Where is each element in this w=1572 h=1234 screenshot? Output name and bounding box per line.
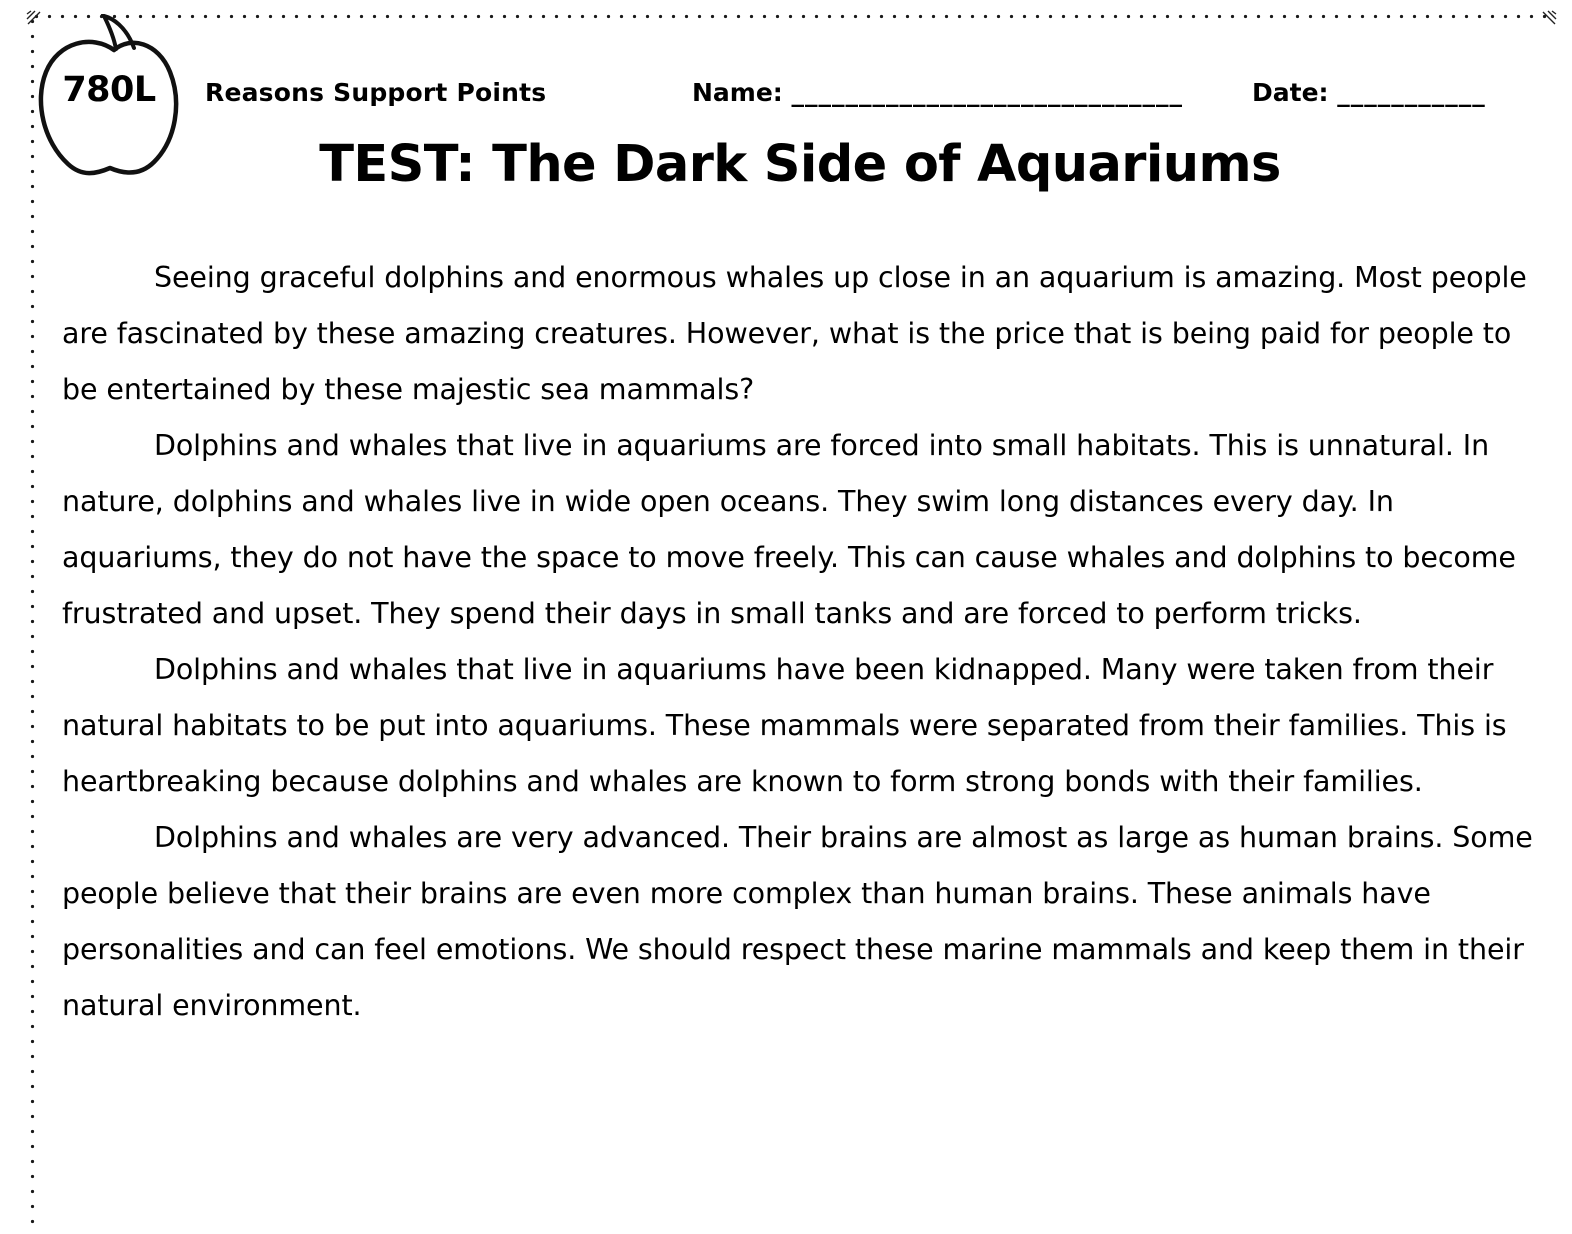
passage-paragraph: Seeing graceful dolphins and enormous whales up close in an aquarium is amazing. Most people are fascinated by these amazing creatures. However, what is the price that is being paid for people to be entertained by these majestic sea mammals? (62, 261, 1527, 406)
name-field[interactable] (692, 78, 1183, 107)
name-field-rule: _____________________________ (791, 78, 1184, 107)
worksheet-header (205, 78, 1535, 120)
date-field[interactable] (1252, 78, 1486, 107)
passage-paragraph: Dolphins and whales are very advanced. Their brains are almost as large as human brains. Some people believe that their brains are even more complex than human brains. These animals have personalities and can feel emotions. We should respect these marine mammals and keep them in their natural environment. (62, 821, 1533, 1022)
passage-paragraph: Dolphins and whales that live in aquariums have been kidnapped. Many were taken from their natural habitats to be put into aquariums. These mammals were separated from their families. This is heartbreaking because dolphins and whales are known to form strong bonds with their families. (62, 653, 1507, 798)
passage-paragraph: Dolphins and whales that live in aquariums are forced into small habitats. This is unnatural. In nature, dolphins and whales live in wide open oceans. They swim long distances every day. In aquariums, they do not have the space to move freely. This can cause whales and dolphins to become frustrated and upset. They spend their days in small tanks and are forced to perform tricks. (62, 429, 1516, 630)
page-title: TEST: The Dark Side of Aquariums (319, 135, 1281, 194)
passage-body (62, 250, 1544, 1034)
dotted-border-left (30, 14, 35, 1234)
name-field-label: Name: (692, 78, 783, 107)
date-field-label: Date: (1252, 78, 1329, 107)
date-field-rule: ___________ (1337, 78, 1486, 107)
dotted-border-top (30, 14, 1554, 19)
corner-mark-right-icon (1536, 10, 1558, 28)
skill-label: Reasons Support Points (205, 78, 547, 107)
lexile-level-label: 780L (62, 70, 156, 110)
